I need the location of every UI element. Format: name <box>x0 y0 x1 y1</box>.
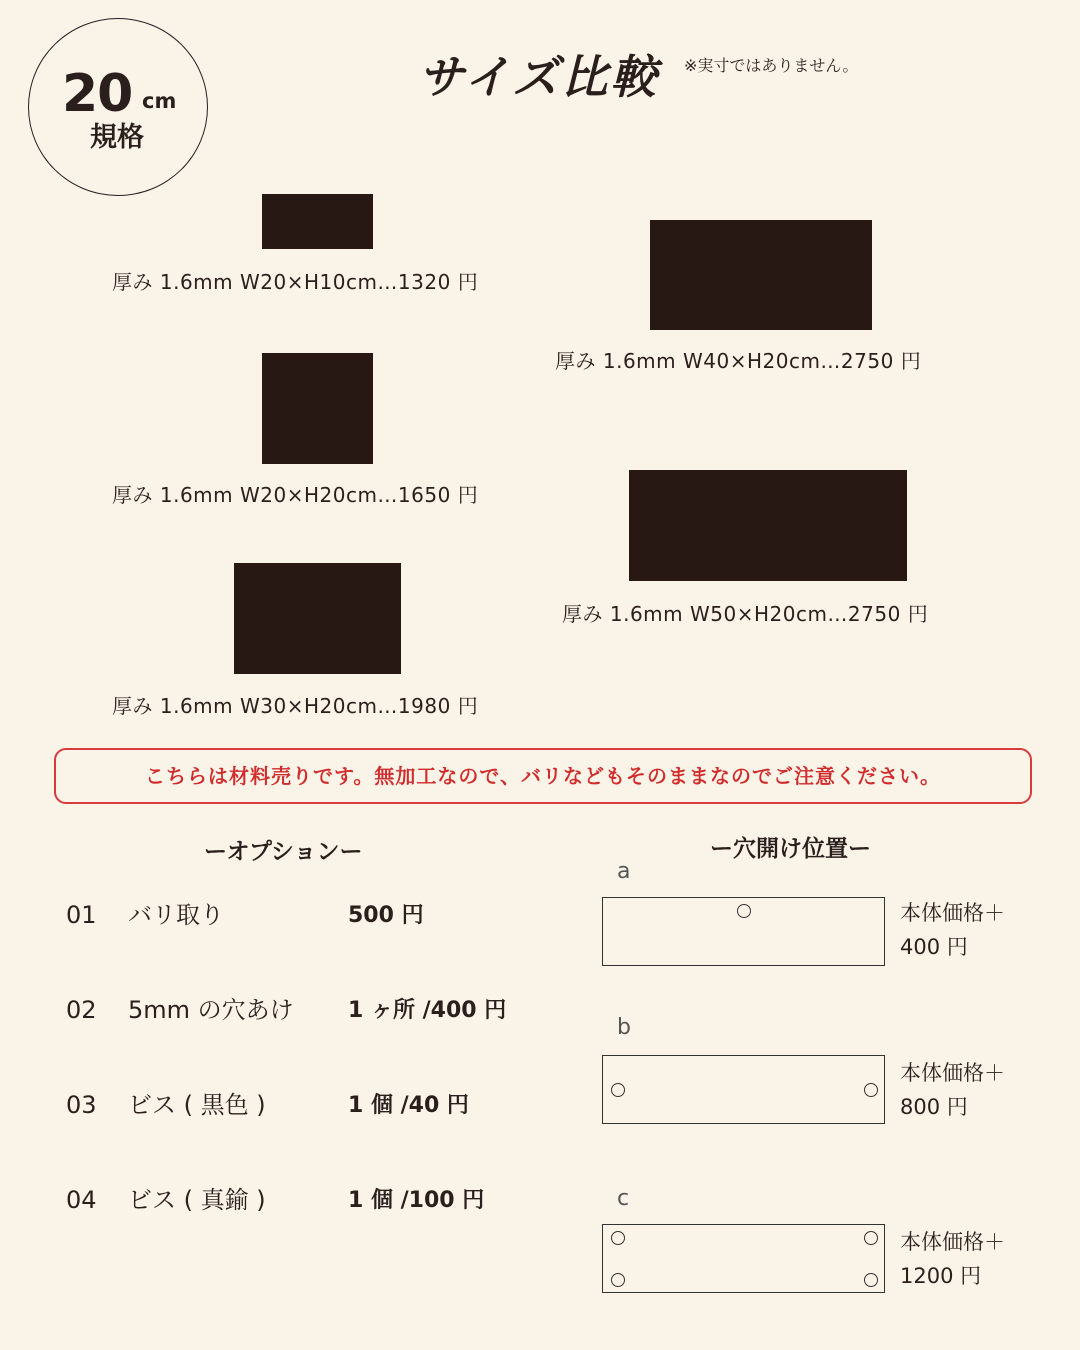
plate-w20-h20 <box>262 353 373 464</box>
hole-circle <box>864 1083 878 1097</box>
hole-price-line1: 本体価格＋ <box>900 1061 1005 1085</box>
option-price: 1 ヶ所 /400 円 <box>348 998 507 1023</box>
hole-circle <box>737 904 751 918</box>
hole-diagram-b <box>602 1055 885 1124</box>
option-number: 04 <box>66 1186 97 1214</box>
hole-option-letter: a <box>617 859 631 884</box>
option-price: 500 円 <box>348 903 424 928</box>
hole-price <box>900 1225 1005 1293</box>
badge-label: 規格 <box>90 122 144 153</box>
hole-circle <box>611 1231 625 1245</box>
hole-price-line1: 本体価格＋ <box>900 1230 1005 1254</box>
hole-price-line2: 400 円 <box>900 935 968 959</box>
holes-heading: ー穴開け位置ー <box>710 836 871 862</box>
hole-diagram-a <box>602 897 885 966</box>
option-price: 1 個 /40 円 <box>348 1093 469 1118</box>
plate-w50-h20 <box>629 470 907 581</box>
plate-caption: 厚み 1.6mm W40×H20cm…2750 円 <box>555 349 922 373</box>
hole-circle <box>864 1231 878 1245</box>
hole-price <box>900 896 1005 964</box>
option-name: バリ取り <box>128 901 224 929</box>
option-name: ビス ( 黒色 ) <box>128 1091 266 1119</box>
option-number: 03 <box>66 1091 97 1119</box>
hole-diagram-c <box>602 1224 885 1293</box>
option-name: 5mm の穴あけ <box>128 996 294 1024</box>
hole-circle <box>611 1083 625 1097</box>
page-title: サイズ比較 <box>418 50 660 104</box>
hole-option-letter: c <box>617 1186 630 1211</box>
options-heading: ーオプションー <box>204 839 363 865</box>
hole-price-line2: 800 円 <box>900 1095 968 1119</box>
hole-price-line2: 1200 円 <box>900 1264 982 1288</box>
plate-caption: 厚み 1.6mm W30×H20cm…1980 円 <box>112 694 479 718</box>
hole-price <box>900 1056 1005 1124</box>
plate-caption: 厚み 1.6mm W20×H20cm…1650 円 <box>112 483 479 507</box>
option-name: ビス ( 真鍮 ) <box>128 1186 266 1214</box>
plate-caption: 厚み 1.6mm W50×H20cm…2750 円 <box>562 602 929 626</box>
plate-w30-h20 <box>234 563 401 674</box>
plate-w20-h10 <box>262 194 373 249</box>
hole-circle <box>611 1273 625 1287</box>
option-number: 02 <box>66 996 97 1024</box>
hole-price-line1: 本体価格＋ <box>900 901 1005 925</box>
badge-number: 20 <box>62 64 133 124</box>
option-number: 01 <box>66 901 97 929</box>
title-note: ※実寸ではありません。 <box>684 56 859 75</box>
badge-unit: cm <box>142 89 177 113</box>
plate-caption: 厚み 1.6mm W20×H10cm…1320 円 <box>112 270 479 294</box>
notice-banner: こちらは材料売りです。無加工なので、バリなどもそのままなのでご注意ください。 <box>54 748 1032 804</box>
hole-option-letter: b <box>617 1015 631 1040</box>
option-price: 1 個 /100 円 <box>348 1188 485 1213</box>
plate-w40-h20 <box>650 220 872 330</box>
hole-circle <box>864 1273 878 1287</box>
